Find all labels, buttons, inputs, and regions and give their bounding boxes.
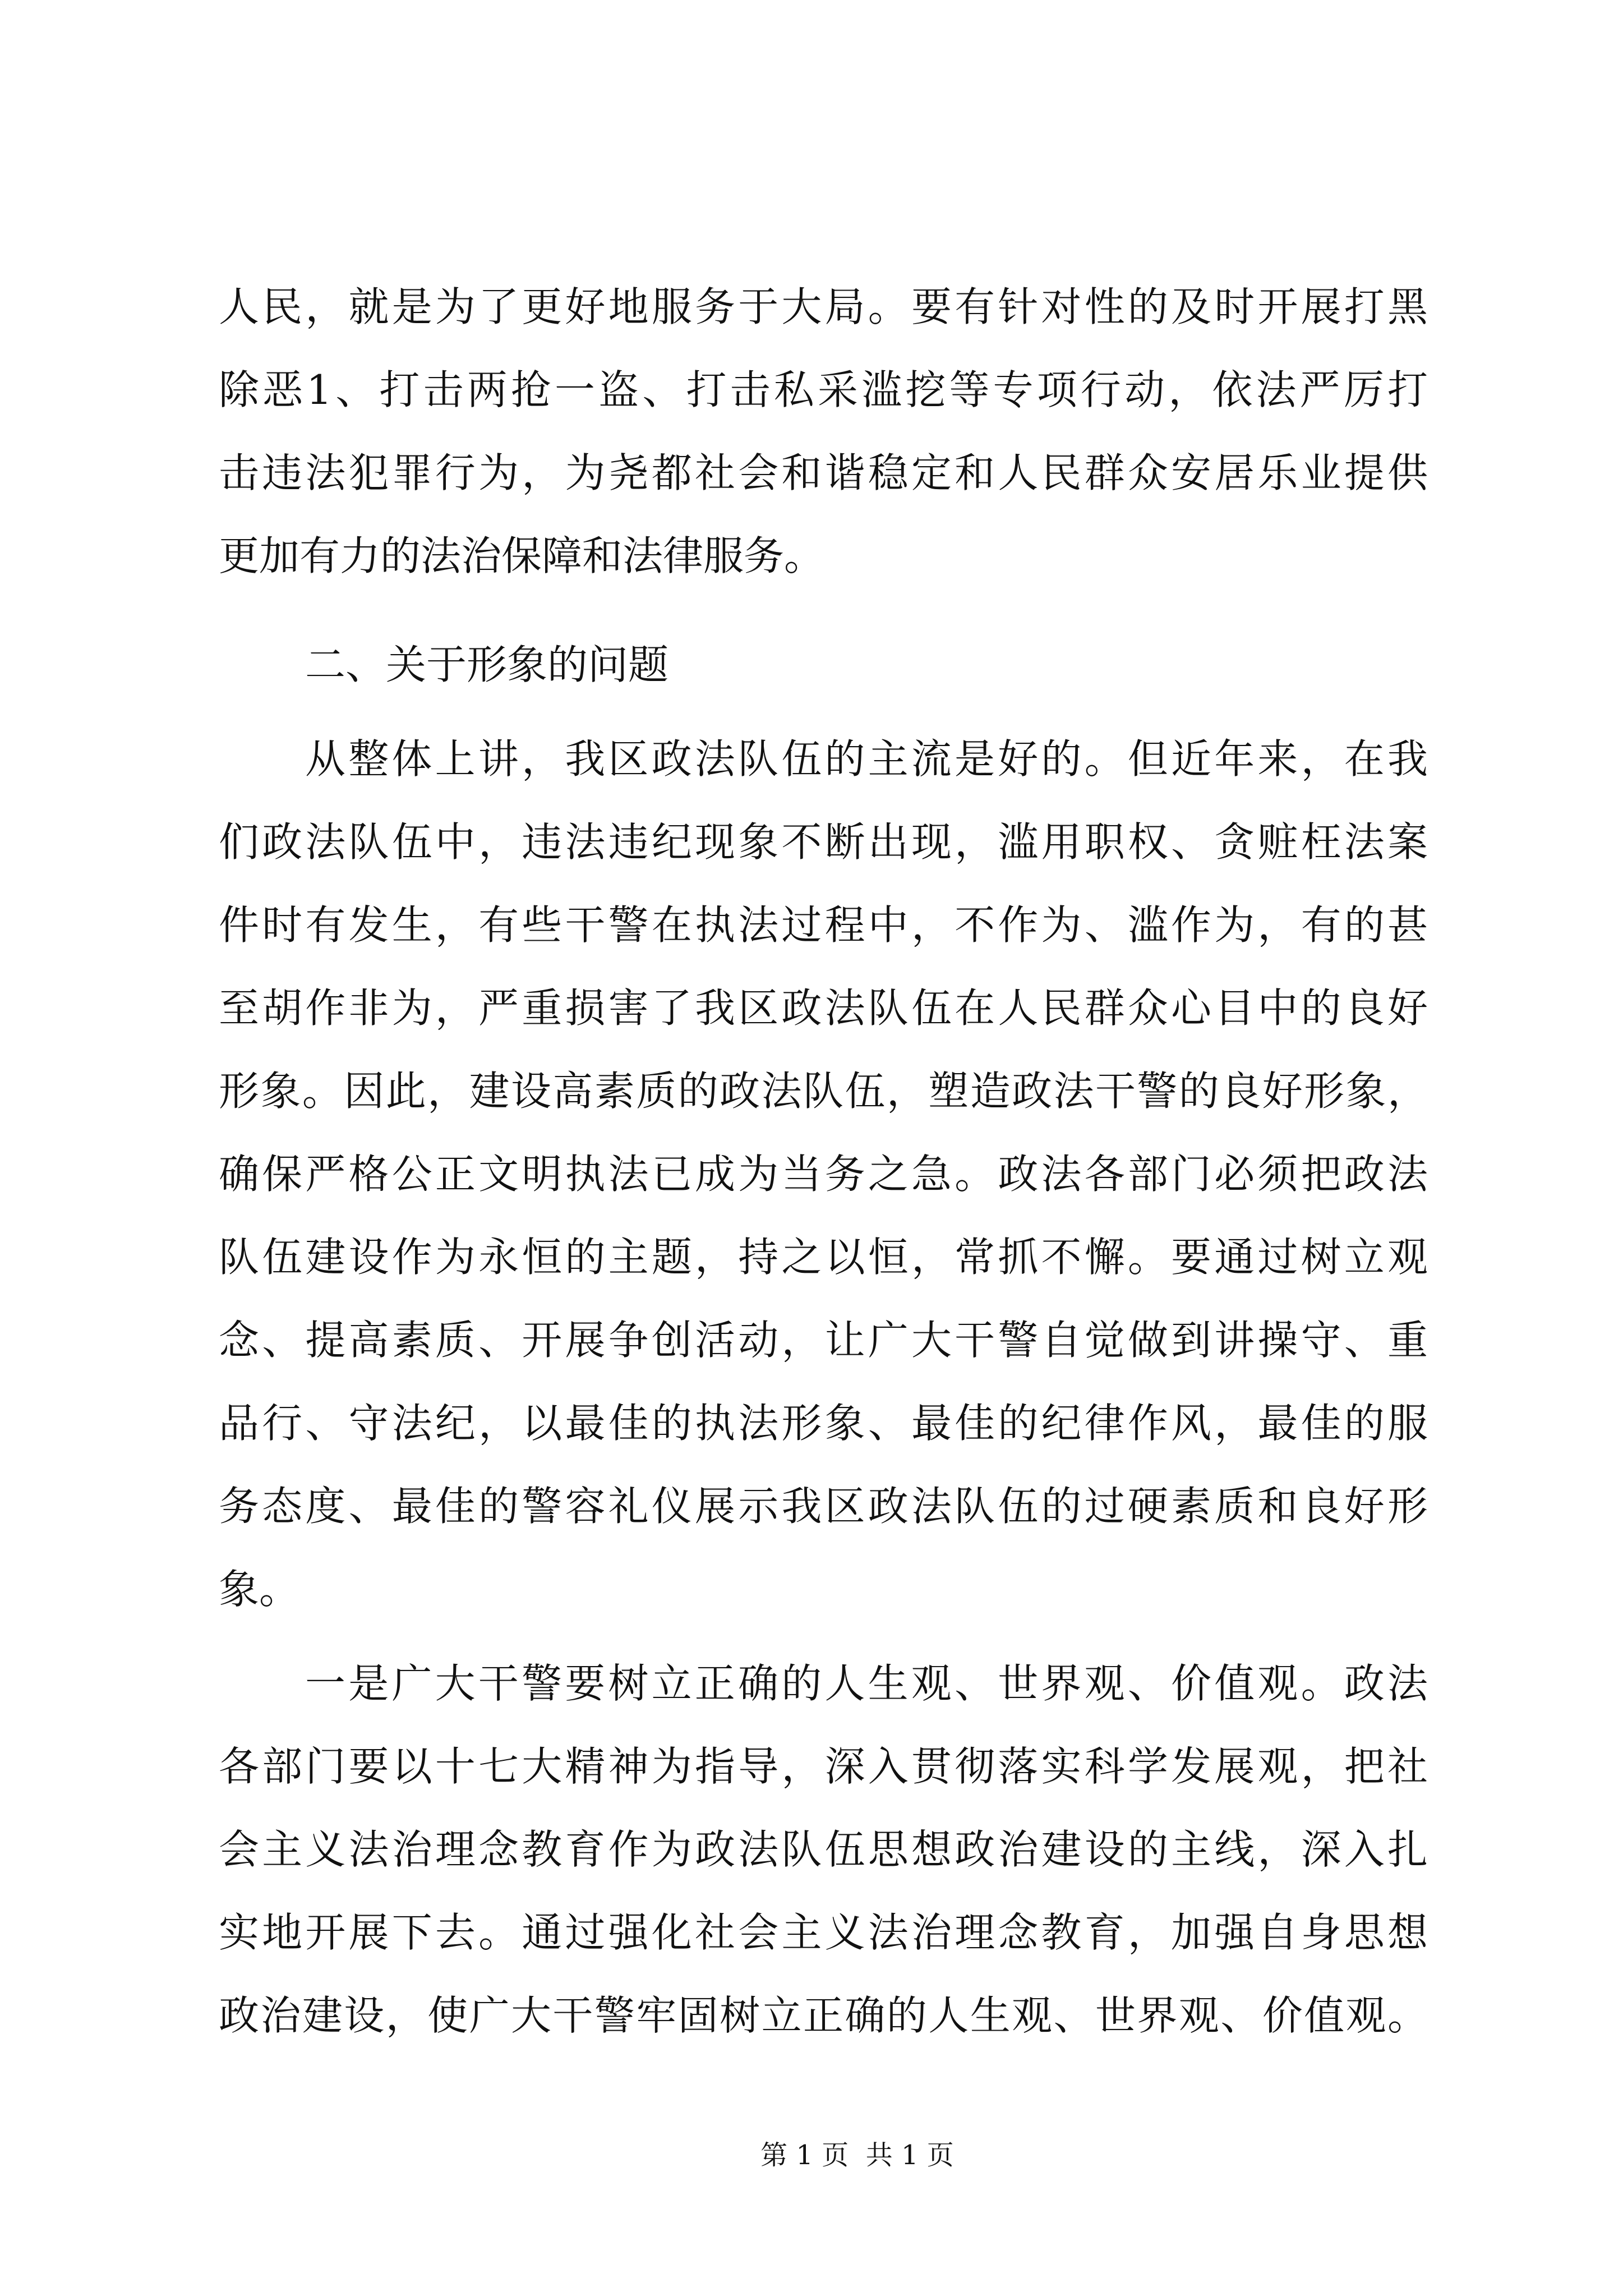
text-line: 件时有发生，有些干警在执法过程中，不作为、滥作为，有的甚 (219, 901, 1428, 949)
text-line: 政治建设，使广大干警牢固树立正确的人生观、世界观、价值观。 (219, 1992, 1428, 2039)
text-line: 至胡作非为，严重损害了我区政法队伍在人民群众心目中的良好 (219, 984, 1428, 1032)
text-line: 除恶1、打击两抢一盗、打击私采滥挖等专项行动，依法严厉打 (219, 366, 1428, 413)
text-line: 实地开展下去。通过强化社会主义法治理念教育，加强自身思想 (219, 1909, 1428, 1956)
text-line: 队伍建设作为永恒的主题，持之以恒，常抓不懈。要通过树立观 (219, 1234, 1428, 1281)
text-line: 确保严格公正文明执法已成为当务之急。政法各部门必须把政法 (219, 1151, 1428, 1198)
text-line: 更加有力的法治保障和法律服务。 (219, 532, 825, 579)
section-heading (219, 623, 1428, 706)
text-line: 务态度、最佳的警容礼仪展示我区政法队伍的过硬素质和良好形 (219, 1483, 1428, 1530)
paragraph (219, 717, 1428, 1631)
text-line: 们政法队伍中，违法违纪现象不断出现，滥用职权、贪赃枉法案 (219, 818, 1428, 866)
text-line: 各部门要以十七大精神为指导，深入贯彻落实科学发展观，把社 (219, 1743, 1428, 1790)
body-text (219, 265, 1428, 2057)
section-heading-text: 二、关于形象的问题 (305, 641, 669, 688)
text-line: 象。 (219, 1566, 300, 1613)
paragraph (219, 1642, 1428, 2057)
paragraph-continuation (219, 265, 1428, 597)
page-footer: 第 1 页 共 1 页 (760, 2139, 954, 2171)
text-line: 一是广大干警要树立正确的人生观、世界观、价值观。政法 (305, 1660, 1428, 1707)
text-line: 会主义法治理念教育作为政法队伍思想政治建设的主线，深入扎 (219, 1826, 1428, 1873)
text-line: 击违法犯罪行为，为尧都社会和谐稳定和人民群众安居乐业提供 (219, 449, 1428, 496)
text-line: 人民，就是为了更好地服务于大局。要有针对性的及时开展打黑 (219, 283, 1428, 330)
text-line: 从整体上讲，我区政法队伍的主流是好的。但近年来，在我 (305, 735, 1428, 783)
text-line: 形象。因此，建设高素质的政法队伍，塑造政法干警的良好形象， (219, 1068, 1428, 1115)
text-line: 念、提高素质、开展争创活动，让广大干警自觉做到讲操守、重 (219, 1317, 1428, 1364)
text-line: 品行、守法纪，以最佳的执法形象、最佳的纪律作风，最佳的服 (219, 1400, 1428, 1447)
